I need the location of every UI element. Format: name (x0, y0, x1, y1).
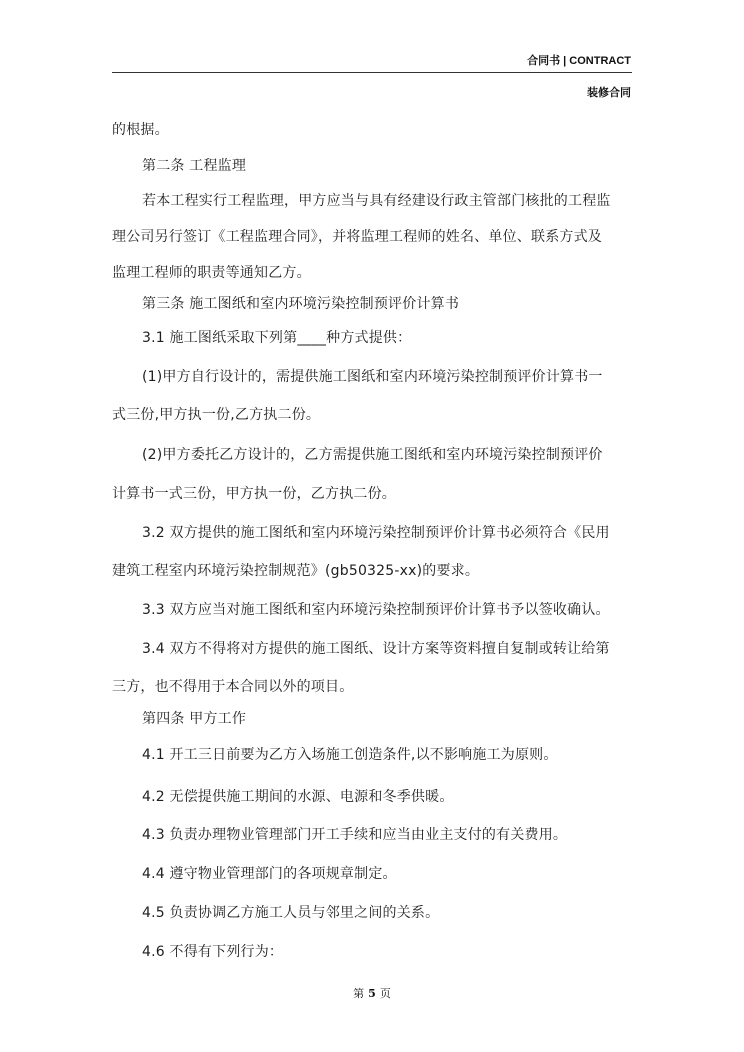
header-divider (112, 72, 632, 73)
clause-line: 4.4 遵守物业管理部门的各项规章制定。 (142, 866, 397, 882)
section-heading: 第二条 工程监理 (142, 158, 247, 174)
paragraph-line: 若本工程实行工程监理，甲方应当与具有经建设行政主管部门核批的工程监 (142, 193, 611, 209)
clause-line: 4.6 不得有下列行为： (142, 944, 284, 960)
clause-line: 4.2 无偿提供施工期间的水源、电源和冬季供暖。 (142, 789, 454, 805)
page-footer (0, 985, 744, 1001)
footer-prefix: 第 (353, 987, 365, 1000)
clause-line: 3.4 双方不得将对方提供的施工图纸、设计方案等资料擅自复制或转让给第 (142, 641, 610, 657)
clause-line: 3.1 施工图纸采取下列第____种方式提供： (142, 330, 412, 346)
clause-line: 4.5 负责协调乙方施工人员与邻里之间的关系。 (142, 905, 440, 921)
clause-line: (1)甲方自行设计的，需提供施工图纸和室内环境污染控制预评价计算书一 (142, 369, 603, 385)
paragraph-line: 理公司另行签订《工程监理合同》，并将监理工程师的姓名、单位、联系方式及 (112, 229, 602, 245)
clause-line: 3.3 双方应当对施工图纸和室内环境污染控制预评价计算书予以签收确认。 (142, 602, 610, 618)
clause-line: (2)甲方委托乙方设计的，乙方需提供施工图纸和室内环境污染控制预评价 (142, 447, 603, 463)
section-heading: 第三条 施工图纸和室内环境污染控制预评价计算书 (142, 296, 460, 312)
header-title: 合同书 | CONTRACT (527, 55, 631, 67)
header-subtitle: 装修合同 (587, 86, 631, 99)
clause-line: 3.2 双方提供的施工图纸和室内环境污染控制预评价计算书必须符合《民用 (142, 525, 610, 541)
paragraph-line: 监理工程师的职责等通知乙方。 (112, 265, 311, 281)
clause-line: 三方，也不得用于本合同以外的项目。 (112, 679, 354, 695)
clause-line: 计算书一式三份，甲方执一份，乙方执二份。 (112, 486, 396, 502)
clause-line: 式三份,甲方执一份,乙方执二份。 (112, 407, 321, 423)
paragraph-line: 的根据。 (112, 122, 169, 138)
clause-line: 4.1 开工三日前要为乙方入场施工创造条件,以不影响施工为原则。 (142, 747, 558, 763)
footer-suffix: 页 (379, 987, 391, 1000)
page-number: 5 (368, 987, 376, 1000)
clause-line: 建筑工程室内环境污染控制规范》(gb50325-xx)的要求。 (112, 563, 480, 579)
clause-line: 4.3 负责办理物业管理部门开工手续和应当由业主支付的有关费用。 (142, 827, 568, 843)
section-heading: 第四条 甲方工作 (142, 711, 247, 727)
